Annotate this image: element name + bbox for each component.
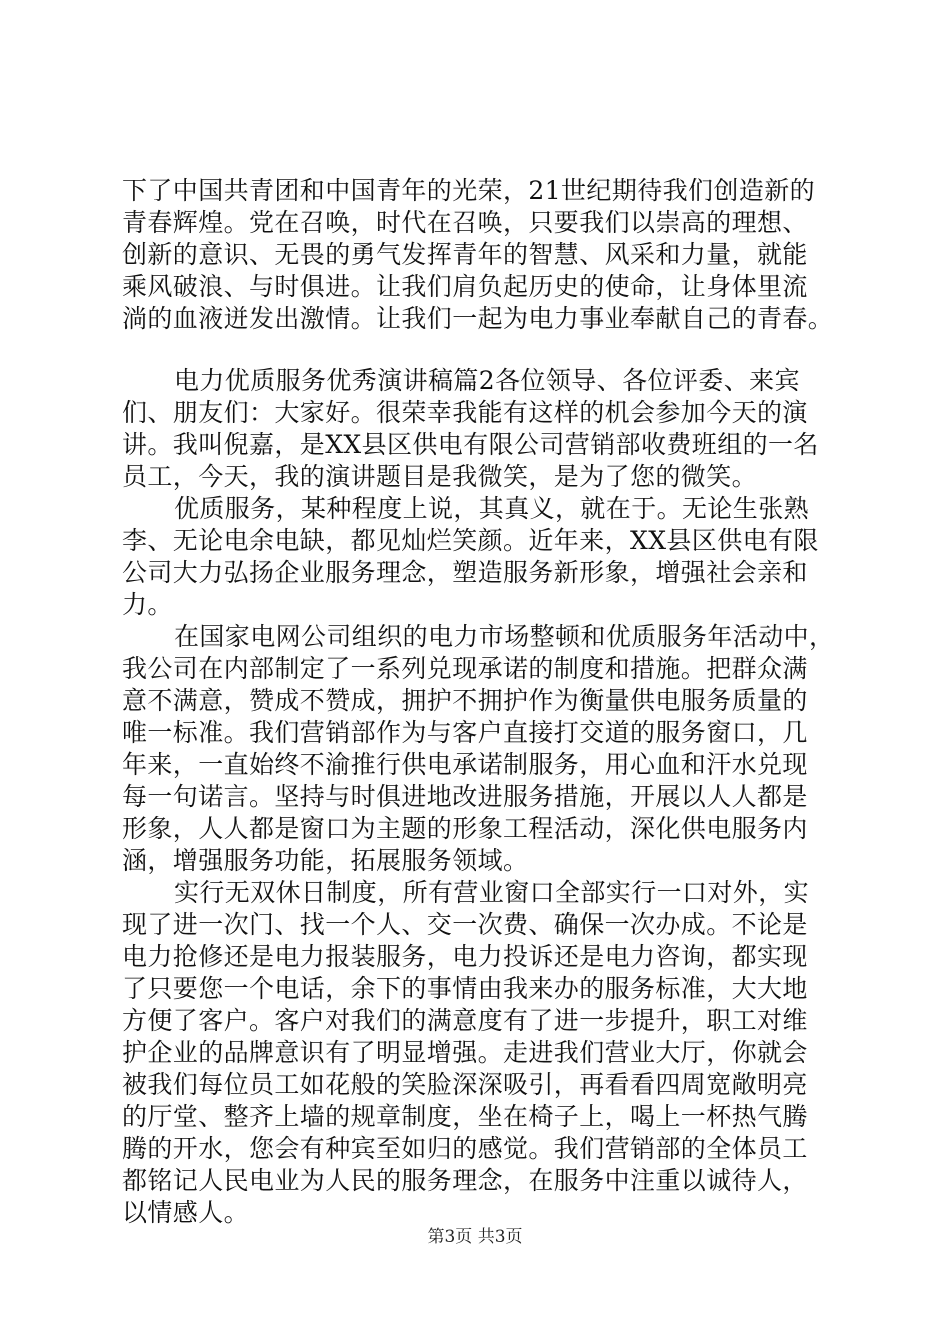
paragraph-1 [122,175,842,335]
paragraph-2 [122,365,842,493]
text-line: 们、朋友们：大家好。很荣幸我能有这样的机会参加今天的演 [122,398,808,427]
text-line: 现了进一次门、找一个人、交一次费、确保一次办成。不论是 [122,910,808,939]
text-line: 讲。我叫倪嘉，是XX县区供电有限公司营销部收费班组的一名 [122,430,819,459]
text-line: 都铭记人民电业为人民的服务理念，在服务中注重以诚待人， [122,1166,808,1195]
text-line: 创新的意识、无畏的勇气发挥青年的智慧、风采和力量，就能 [122,240,808,269]
text-line: 电力抢修还是电力报装服务，电力投诉还是电力咨询，都实现 [122,942,808,971]
text-line: 下了中国共青团和中国青年的光荣，21世纪期待我们创造新的 [122,176,816,205]
text-line: 优质服务，某种程度上说，其真义，就在于。无论生张熟 [174,494,810,523]
text-line: 每一句诺言。坚持与时俱进地改进服务措施，开展以人人都是 [122,782,808,811]
text-line: 意不满意，赞成不赞成，拥护不拥护作为衡量供电服务质量的 [122,686,808,715]
text-line: 腾的开水，您会有种宾至如归的感觉。我们营销部的全体员工 [122,1134,808,1163]
text-line: 电力优质服务优秀演讲稿篇2各位领导、各位评委、来宾 [174,366,800,395]
page-number-label: 第3页 共3页 [427,1227,523,1247]
paragraph-5 [122,877,842,1229]
text-line: 在国家电网公司组织的电力市场整顿和优质服务年活动中， [174,622,835,651]
text-line: 公司大力弘扬企业服务理念，塑造服务新形象，增强社会亲和 [122,558,808,587]
text-line: 涵，增强服务功能，拓展服务领域。 [122,846,529,875]
text-line: 实行无双休日制度，所有营业窗口全部实行一口对外，实 [174,878,810,907]
text-line: 唯一标准。我们营销部作为与客户直接打交道的服务窗口，几 [122,718,808,747]
text-line: 被我们每位员工如花般的笑脸深深吸引，再看看四周宽敞明亮 [122,1070,808,1099]
text-line: 员工，今天，我的演讲题目是我微笑，是为了您的微笑。 [122,462,758,491]
paragraph-4 [122,621,842,877]
text-line: 青春辉煌。党在召唤，时代在召唤，只要我们以崇高的理想、 [122,208,808,237]
text-line: 以情感人。 [122,1198,250,1227]
text-line: 李、无论电余电缺，都见灿烂笑颜。近年来，XX县区供电有限 [122,526,819,555]
text-line: 方便了客户。客户对我们的满意度有了进一步提升，职工对维 [122,1006,808,1035]
text-line: 我公司在内部制定了一系列兑现承诺的制度和措施。把群众满 [122,654,808,683]
text-line: 力。 [122,590,173,619]
text-line: 乘风破浪、与时俱进。让我们肩负起历史的使命，让身体里流 [122,272,808,301]
text-line: 年来，一直始终不渝推行供电承诺制服务，用心血和汗水兑现 [122,750,808,779]
paragraph-3 [122,493,842,621]
paragraph-spacer [122,335,842,365]
text-line: 形象，人人都是窗口为主题的形象工程活动，深化供电服务内 [122,814,808,843]
document-body [122,175,842,1229]
text-line: 护企业的品牌意识有了明显增强。走进我们营业大厅，你就会 [122,1038,808,1067]
text-line: 淌的血液迸发出激情。让我们一起为电力事业奉献自己的青春。 [122,304,834,333]
page-footer [0,1226,950,1248]
text-line: 的厅堂、整齐上墙的规章制度，坐在椅子上，喝上一杯热气腾 [122,1102,808,1131]
text-line: 了只要您一个电话，余下的事情由我来办的服务标准，大大地 [122,974,808,1003]
